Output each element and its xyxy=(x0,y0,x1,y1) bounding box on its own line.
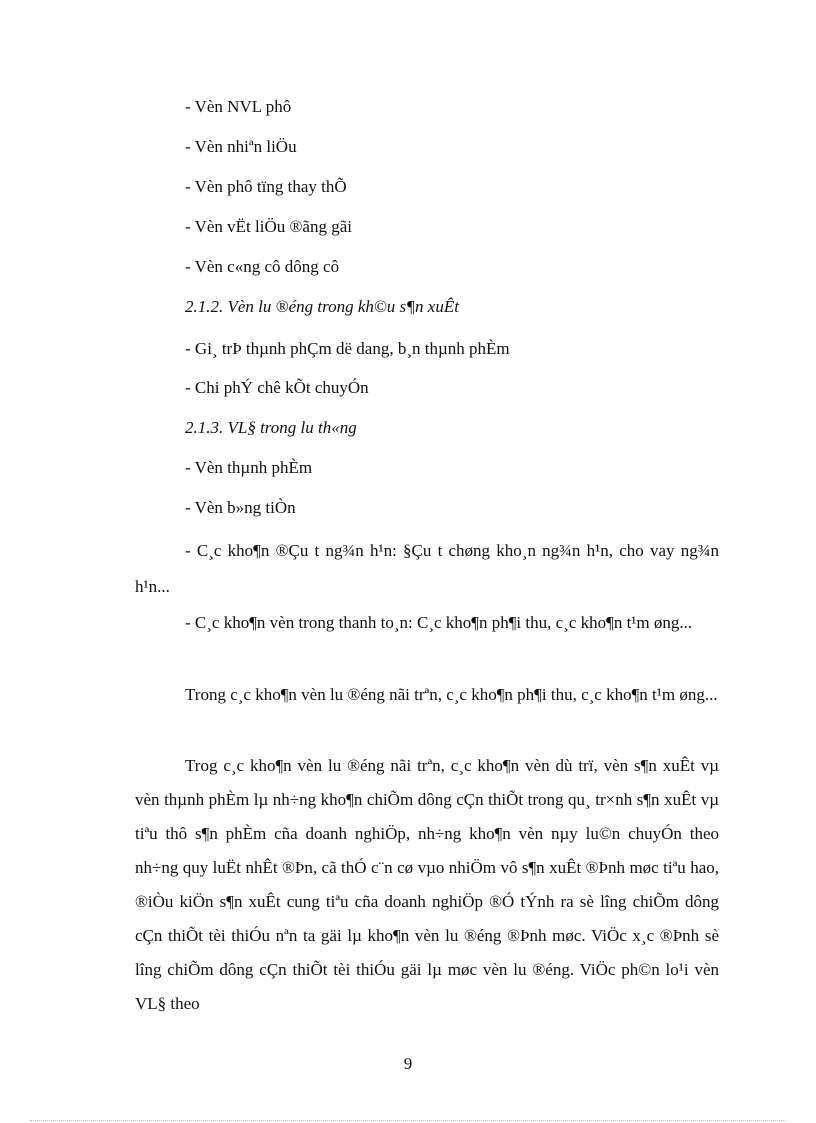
list-item: - Vèn nhiªn liÖu xyxy=(185,137,297,156)
list-item: - Chi phÝ chê kÕt chuyÓn xyxy=(185,378,369,397)
paragraph: Trog c¸c kho¶n vèn lu ®éng nãi trªn, c¸c kho¶n vèn dù trï, vèn s¶n xuÊt vµ vèn thµnh phÈm lµ nh÷ng kho¶n chiÕm dông cÇn thiÕt trong qu¸ tr×nh s¶n xuÊt vµ tiªu thô s¶n phÈm cña doanh nghiÖp, nh÷ng kho¶n vèn nµy lu©n chuyÓn theo nh÷ng quy luËt nhÊt ®Þn, cã thÓ c¨n cø vµo nhiÖm vô s¶n xuÊt ®Þnh møc tiªu hao, ®iÒu kiÖn s¶n xuÊt cung tiªu cña doanh nghiÖp ®Ó tÝnh ra sè lîng chiÕm dông cÇn thiÕt tèi thiÓu nªn ta gäi lµ kho¶n vèn lu ®éng ®Þnh møc. ViÖc x¸c ®Þnh sè lîng chiÕm dông cÇn thiÕt tèi thiÓu gäi lµ møc vèn lu ®éng. ViÖc ph©n lo¹i vèn VL§ theo xyxy=(135,756,719,1013)
section-heading: 2.1.3. VL§ trong lu th«ng xyxy=(185,418,357,437)
list-item: - Vèn thµnh phÈm xyxy=(185,458,313,477)
footer-divider xyxy=(30,1120,786,1121)
page-number: 9 xyxy=(403,1054,413,1073)
list-item: - Vèn NVL phô xyxy=(185,97,292,116)
section-heading: 2.1.2. Vèn lu ®éng trong kh©u s¶n xuÊt xyxy=(185,297,459,316)
paragraph: - C¸c kho¶n ®Çu t ng¾n h¹n: §Çu t chøng kho¸n ng¾n h¹n, cho vay ng¾n h¹n... xyxy=(135,541,719,596)
list-item: - Vèn b»ng tiÒn xyxy=(185,498,296,517)
list-item: - Gi¸ trÞ thµnh phÇm dë dang, b¸n thµnh phÈm xyxy=(185,339,510,358)
paragraph: - C¸c kho¶n vèn trong thanh to¸n: C¸c kho¶n ph¶i thu, c¸c kho¶n t¹m øng... xyxy=(185,613,693,632)
list-item: - Vèn c«ng cô dông cô xyxy=(185,257,340,276)
list-item: - Vèn vËt liÖu ®ãng gãi xyxy=(185,217,352,236)
paragraph: Trong c¸c kho¶n vèn lu ®éng nãi trªn, c¸c kho¶n ph¶i thu, c¸c kho¶n t¹m øng... xyxy=(185,685,718,704)
list-item: - Vèn phô tïng thay thÕ xyxy=(185,177,347,196)
